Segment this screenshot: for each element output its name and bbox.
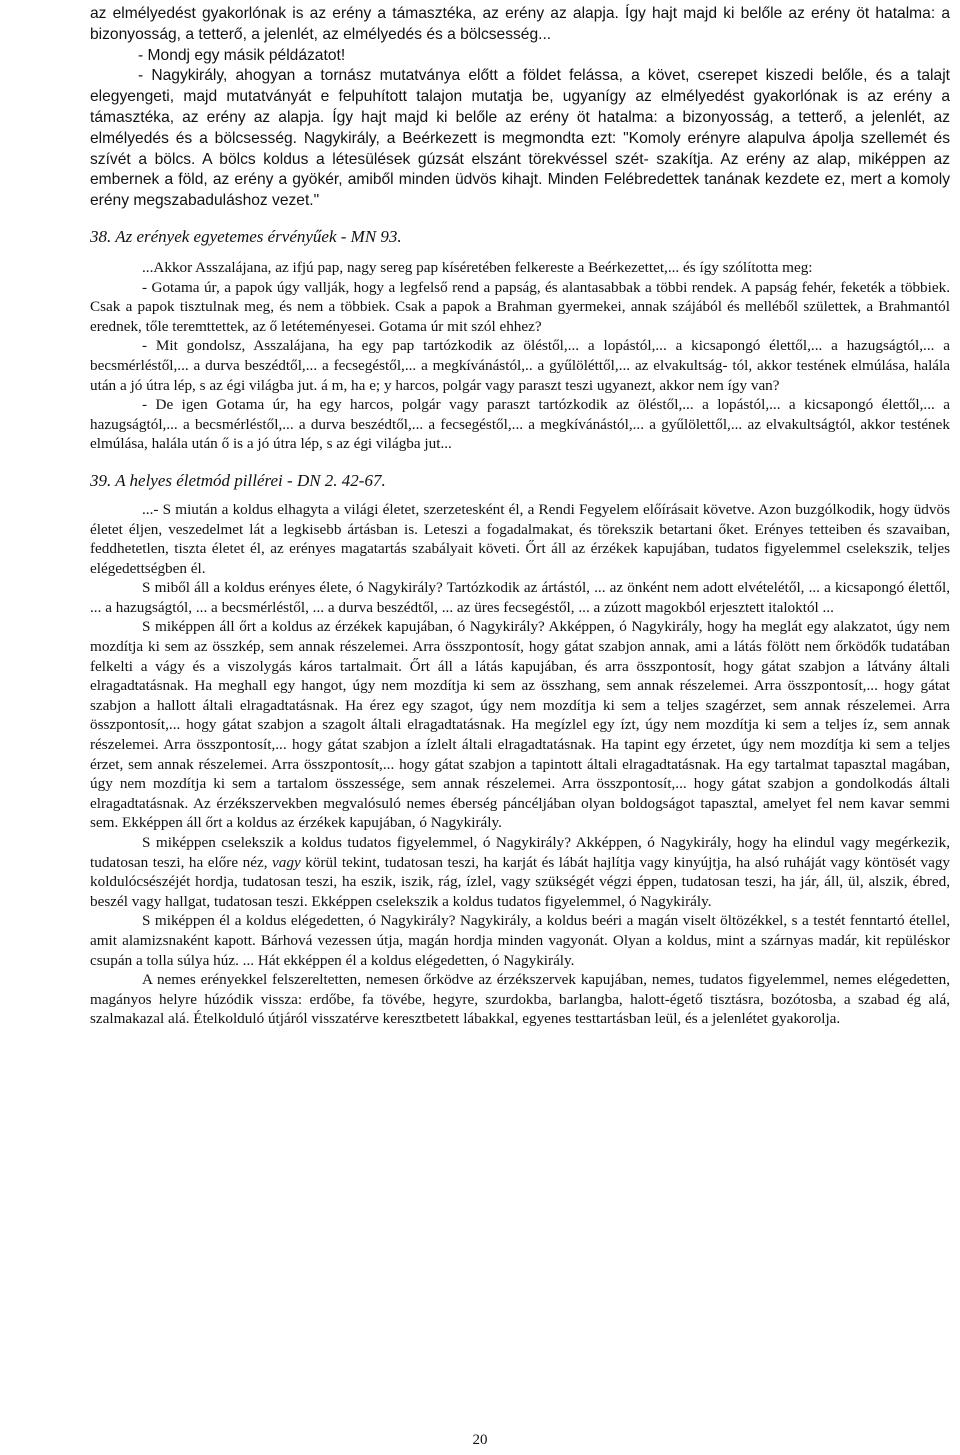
section-39-heading: 39. A helyes életmód pillérei - DN 2. 42-67. bbox=[90, 470, 386, 490]
section-39-paragraph-4 bbox=[90, 833, 950, 911]
dialogue-answer: - Nagykirály, ahogyan a tornász mutatványa előtt a földet felássa, a követ, cserepet kiszedi belőle, és a talajt elegyengeti, majd mutatványát e felpuhított talajon mutatja be, ugyanígy az elmélyedést gyakorlónak is az erény a támasztéka, az erény az alapja. Így hajt majd ki belőle az erény öt hatalma: a bizonyosság, a tetterő, a jelenlét, az elmélyedés és a bölcsesség. Nagykirály, a Beérkezett is megmondta ezt: "Komoly erényre alapulva ápolja szellemét és szívét a bölcs. A bölcs koldus a létesülések gúzsát elszánt törekvéssel szét- szakítja. Az erény az alap, miképpen az embernek a föld, az erény a gyökér, amiből minden üdvös kihajt. Minden Felébredettek tanának kezdete ez, mert a komoly erény megszabaduláshoz vezet." bbox=[90, 67, 950, 210]
paragraph-4-text-start: S miképpen cselekszik a koldus tudatos figyelemmel, ó Nagykirály? Akképpen, ó Nagykirály, hogy ha elindul vagy megérkezik, tudatosan teszi, ha előre néz, bbox=[90, 834, 950, 871]
section-38-paragraph-1: ...Akkor Asszalájana, az ifjú pap, nagy sereg pap kíséretében felkereste a Beérkezettet,... és így szólította meg: bbox=[142, 258, 813, 276]
section-39-paragraph-5: S miképpen él a koldus elégedetten, ó Nagykirály? Nagykirály, a koldus beéri a magán viselt öltözékkel, s a testét fenntartó étellel, amit alamizsnaként kapott. Bárhová vezessen útja, magán hordja minden vagyonát. Olyan a koldus, mint a szárnyas madár, kit repüléskor csupán a tolla súlya húz. ... Hát ekképpen él a koldus elégedetten, ó Nagykirály. bbox=[90, 912, 950, 969]
section-38-paragraph-4: - De igen Gotama úr, ha egy harcos, polgár vagy paraszt tartózkodik az öléstől,... a lopástól,... a kicsapongó élettől,... a hazugságtól,... a becsmérléstől,... a durva beszédtől,... a fecsegéstől,... a megkívánástól,... a gyűlölettől,... az elvakultságtól, akkor testének elmúlása, halála után ő is a jó útra lép, s az égi világba jut... bbox=[90, 396, 950, 453]
section-39-paragraph-2: S miből áll a koldus erényes élete, ó Nagykirály? Tartózkodik az ártástól, ... az önként nem adott elvételétől, ... a kicsapongó élettől, ... a hazugságtól, ... a becsmérléstől, ... a durva beszédtől, ... az üres fecsegéstől, ... a zúzott magokból erjesztett italoktól ... bbox=[90, 579, 950, 616]
section-38-paragraph-3: - Mit gondolsz, Asszalájana, ha egy pap tartózkodik az öléstől,... a lopástól,... a kicsapongó élettől,... a hazugságtól,... a becsmérléstől,... a durva beszédtől,... a fecsegéstől,... a megkívánástól,.. a gyűlöléttől,... az elvakultság- tól, akkor testének elmúlása, halála után a jó útra lép, s az égi világba jut. á m, ha e; y harcos, polgár vagy paraszt teszi ugyanezt, akkor nem így van? bbox=[90, 337, 950, 394]
section-39-paragraph-3: S miképpen áll őrt a koldus az érzékek kapujában, ó Nagykirály? Akképpen, ó Nagykirály, hogy ha meglát egy alakzatot, úgy nem mozdítja ki sem az összkép, sem annak részelemei. Arra összpontosít, hogy gátat szabjon annak, ami a látás fölött nem őrködők tudatában felkelti a vágy és a viszolygás káros tartalmait. Őrt áll a látás kapujában, és arra összpontosít, hogy gátat szabjon a látvány általi elragadtatásnak. Ha meghall egy hangot, úgy nem mozdítja ki sem az összhang, sem annak részelemei. Arra összpontosít,... hogy gátat szabjon a hallott általi elragadtatásnak. Ha érez egy szagot, úgy nem mozdítja ki sem a teljes szagérzet, sem annak részelemei. Arra összpontosít,... hogy gátat szabjon a szagolt általi elragadtatásnak. Ha megízlel egy ízt, úgy nem mozdítja ki sem a teljes íz, sem annak részelemei. Arra összpontosít,... hogy gátat szabjon a ízlelt általi elragadtatásnak. Ha tapint egy érzetet, úgy nem mozdítja ki sem a teljes érzet, sem annak részelemei. Arra összpontosít,... hogy gátat szabjon a tapintott általi elragadtatásnak. Ha egy tartalmat tapasztal magában, úgy nem mozdítja ki sem a tartalom összessége, sem annak részelemei. Arra összpontosít,... hogy gátat szabjon a gondolkodás általi elragadtatásnak. Az érzékszervekben megvalósuló nemes éberség páncéljában olyan boldogságot tapasztal, amelyet fel nem kavar semmi sem. Ekképpen áll őrt a koldus az érzékek kapujában, ó Nagykirály. bbox=[90, 618, 950, 832]
section-39-paragraph-1: ...- S miután a koldus elhagyta a világi életet, szerzetesként él, a Rendi Fegyelem előírásait követve. Azon buzgólkodik, hogy üdvös életet éljen, veszedelmet lát a legkisebb ártásban is. Leteszi a fogadalmakat, és törekszik betartani őket. Erényes tetteiben és szavaiban, feddhetetlen, tiszta életet él, az erényes magatartás szabályait követi. Őrt áll az érzékek kapujában, tudatos figyelemmel cselekszik, teljes elégedettségben él. bbox=[90, 500, 950, 577]
document-page bbox=[90, 4, 950, 1029]
paragraph-4-italic-word: vagy bbox=[272, 853, 301, 871]
page-number: 20 bbox=[472, 1432, 488, 1448]
intro-continuation: az elmélyedést gyakorlónak is az erény a támasztéka, az erény az alapja. Így hajt majd ki belőle az erény öt hatalma: a bizonyosság, a tetterő, a jelenlét, az elmélyedés és a bölcsesség... bbox=[90, 5, 950, 43]
section-39-paragraph-6: A nemes erényekkel felszereltetten, nemesen őrködve az érzékszervek kapujában, nemes, tudatos figyelemmel, nemes elégedetten, magányos helyre húzódik vissza: erdőbe, fa tövébe, hegyre, szurdokba, barlangba, halott-égető tisztásra, bozótosba, a szabad ég alá, szalmakazal alá. Ételkolduló útjáról visszatérve keresztbetett lábakkal, egyenes testtartásban leül, és a jelenlétet gyakorolja. bbox=[90, 971, 950, 1028]
section-38-heading: 38. Az erények egyetemes érvényűek - MN 93. bbox=[90, 226, 402, 246]
section-38-paragraph-2: - Gotama úr, a papok úgy vallják, hogy a legfelső rend a papság, és alantasabbak a többi rendek. A papság fehér, feketék a többiek. Csak a papok tisztulnak meg, és nem a többiek. Csak a papok a Brahman gyermekei, annak szájából és melléből születtek, a Brahmantól erednek, tőle teremttettek, az ő letéteményesei. Gotama úr mit szól ehhez? bbox=[90, 278, 950, 335]
paragraph-4-text-end: körül tekint, tudatosan teszi, ha karját és lábát hajlítja vagy kinyújtja, ha alsó ruháját vagy köntösét vagy koldulócsészéjét hordja, tudatosan teszi, ha eszik, iszik, rág, ízlel, vagy szükségét végzi éppen, tudatosan teszi, ha jár, áll, ül, alszik, ébred, beszél vagy hallgat, tudatosan teszi. Ekképpen cselekszik a koldus tudatos figyelemmel, ó Nagykirály. bbox=[90, 853, 951, 910]
dialogue-request: - Mondj egy másik példázatot! bbox=[138, 46, 346, 64]
